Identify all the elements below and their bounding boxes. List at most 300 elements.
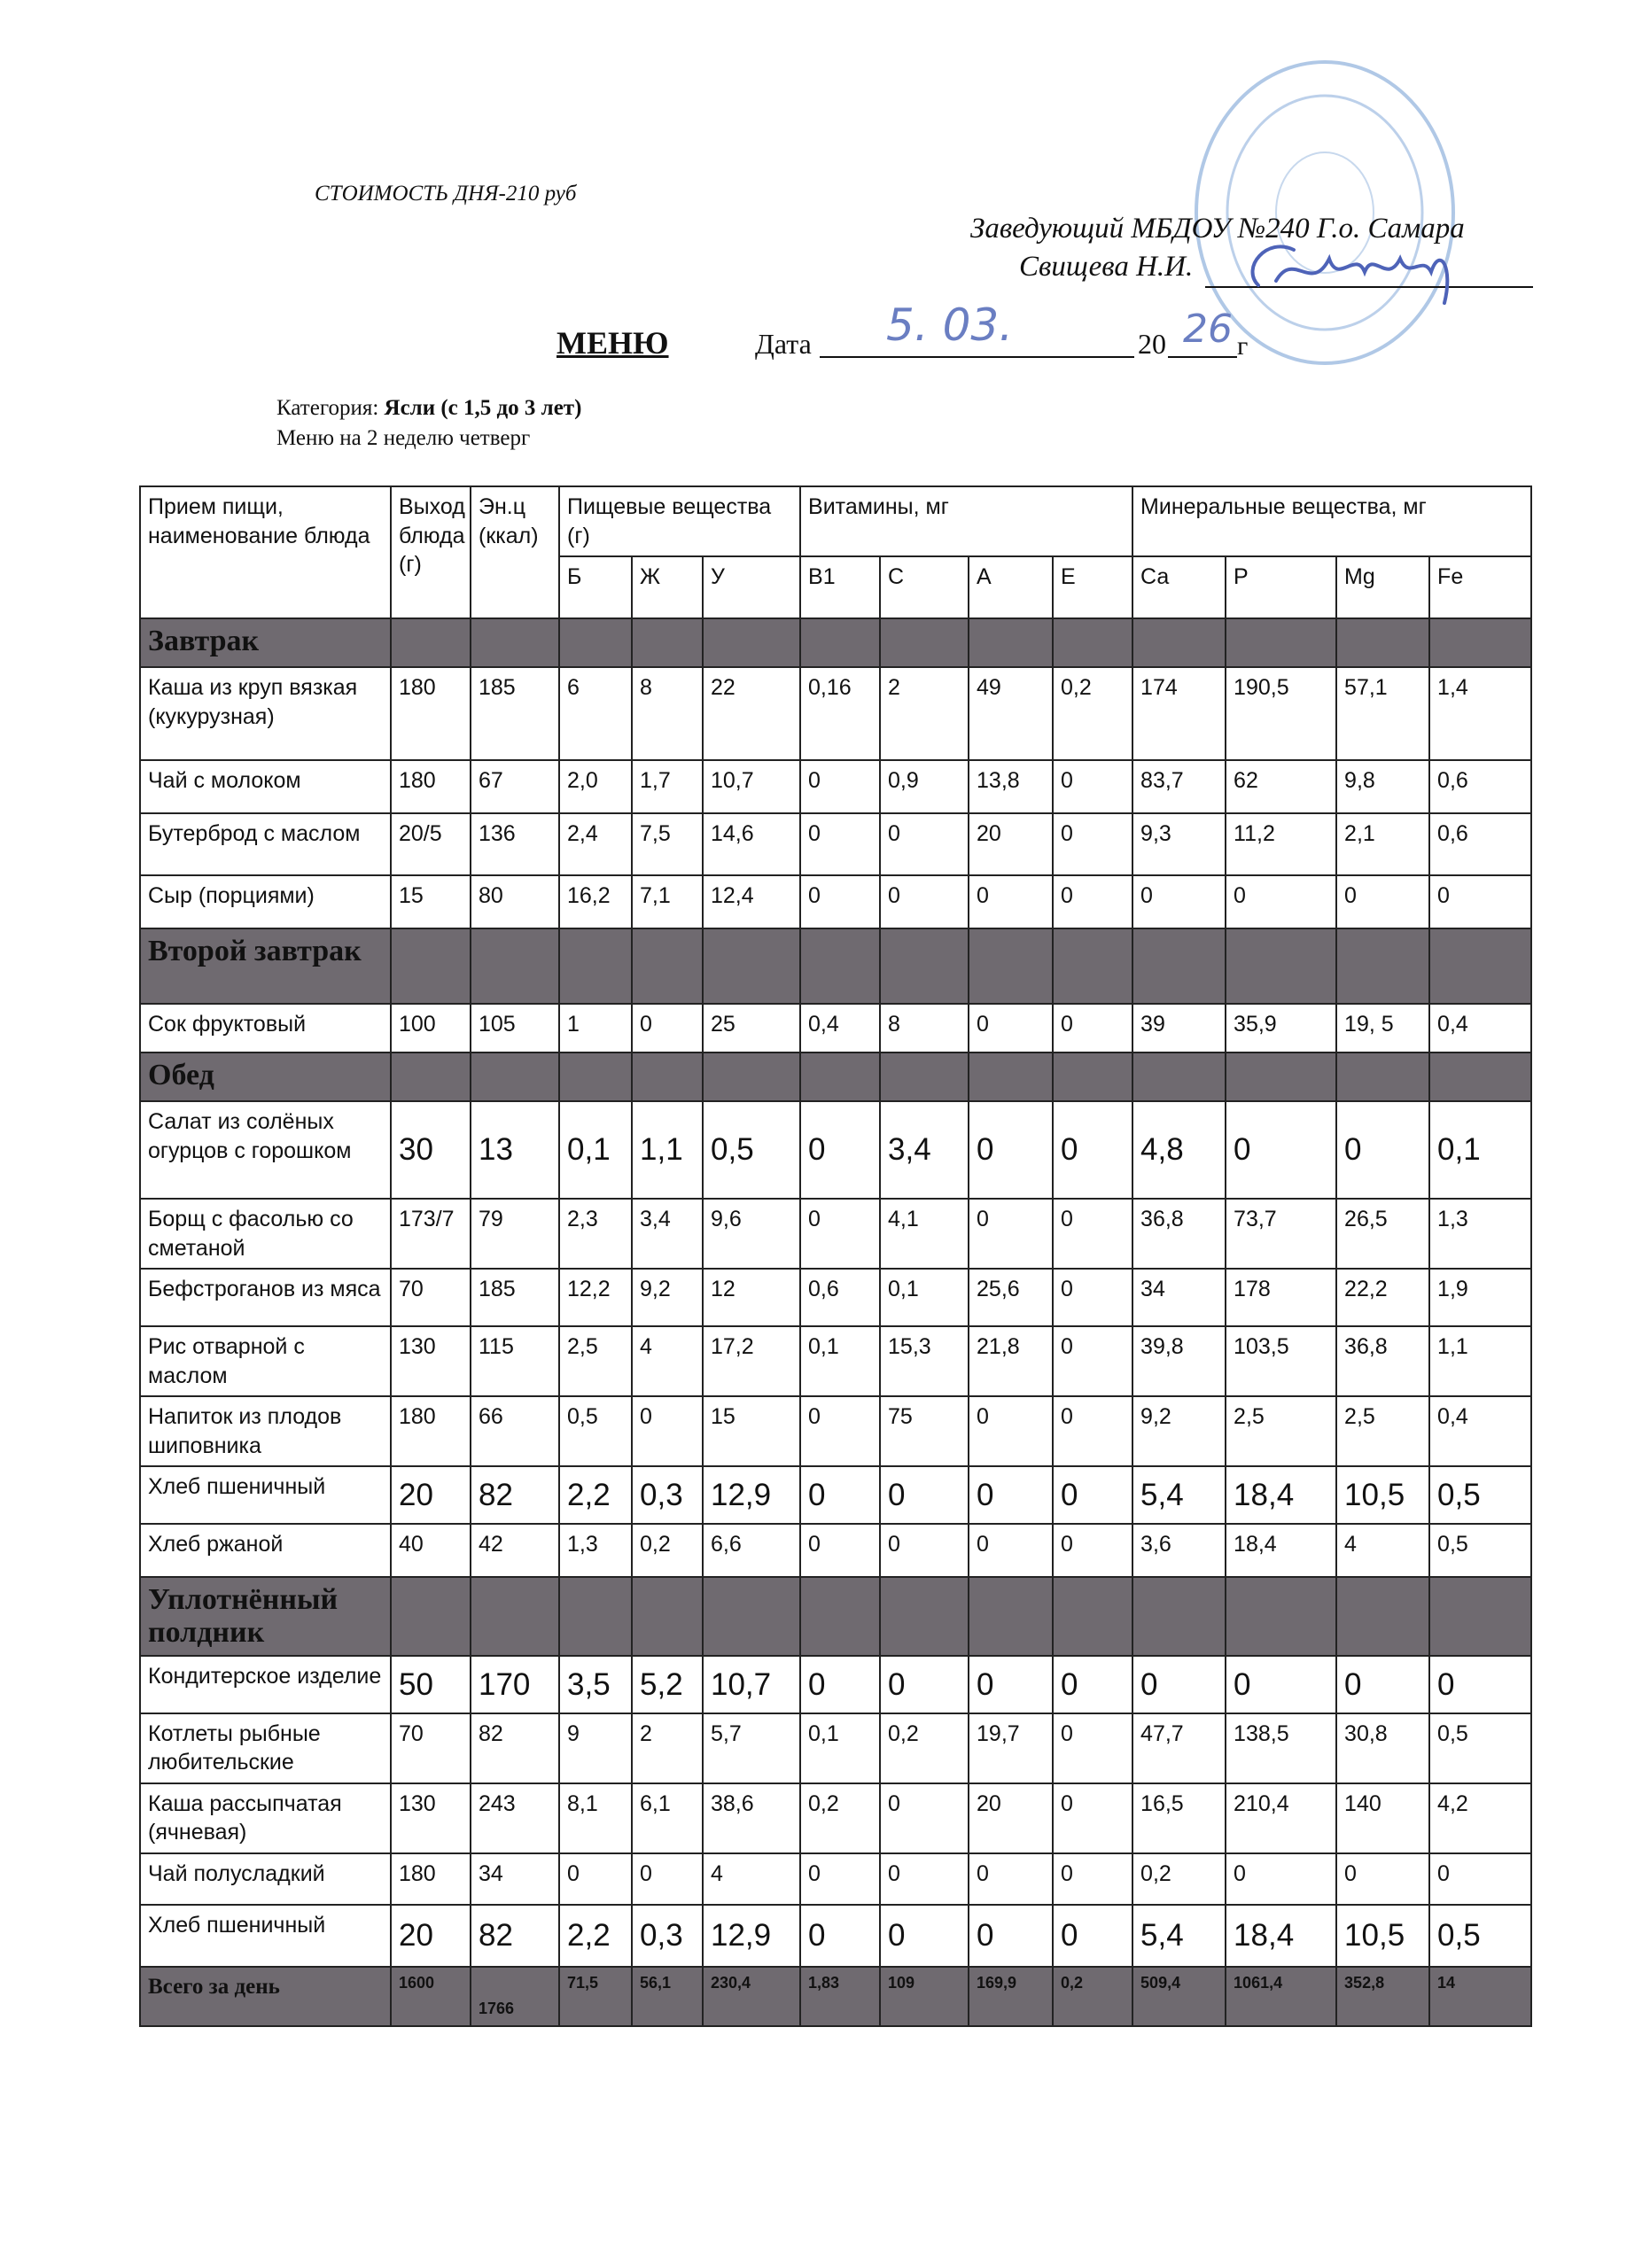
value-cell: 6 — [559, 667, 632, 760]
table-row — [140, 1905, 1531, 1967]
value-cell: 138,5 — [1226, 1713, 1336, 1783]
section-cell — [1132, 928, 1226, 1004]
table-row — [140, 760, 1531, 813]
dish-name: Кондитерское изделие — [140, 1656, 391, 1713]
value-cell: 0 — [1429, 1656, 1531, 1713]
value-cell: 0,5 — [559, 1396, 632, 1466]
section-cell — [880, 1052, 969, 1101]
value-cell: 0 — [880, 1466, 969, 1524]
value-cell: 0,6 — [1429, 760, 1531, 813]
value-cell: 0 — [1053, 1524, 1132, 1577]
value-cell: 6,1 — [632, 1783, 703, 1853]
total-value: 352,8 — [1336, 1967, 1429, 2026]
section-cell — [1132, 1052, 1226, 1101]
value-cell: 103,5 — [1226, 1326, 1336, 1396]
value-cell: 0,4 — [800, 1004, 880, 1052]
value-cell: 0,4 — [1429, 1396, 1531, 1466]
total-value: 230,4 — [703, 1967, 800, 2026]
value-cell: 5,2 — [632, 1656, 703, 1713]
value-cell: 62 — [1226, 760, 1336, 813]
value-cell: 25 — [703, 1004, 800, 1052]
value-cell: 10,7 — [703, 760, 800, 813]
section-cell — [632, 1052, 703, 1101]
section-cell — [1429, 1052, 1531, 1101]
value-cell: 0,6 — [800, 1269, 880, 1326]
year-suffix: г — [1237, 331, 1249, 361]
value-cell: 5,4 — [1132, 1466, 1226, 1524]
value-cell: 70 — [391, 1713, 471, 1783]
section-cell — [559, 1577, 632, 1656]
subheader-cell: С — [880, 556, 969, 618]
section-cell — [969, 1577, 1053, 1656]
dish-name: Борщ с фасолью со сметаной — [140, 1199, 391, 1269]
value-cell: 0 — [1053, 1905, 1132, 1967]
value-cell: 0 — [1053, 1199, 1132, 1269]
dish-name: Хлеб пшеничный — [140, 1466, 391, 1524]
value-cell: 0 — [800, 1199, 880, 1269]
value-cell: 0 — [880, 1783, 969, 1853]
value-cell: 7,1 — [632, 875, 703, 928]
value-cell: 0 — [1336, 1853, 1429, 1905]
value-cell: 0 — [800, 1524, 880, 1577]
dish-name: Котлеты рыбные любительские — [140, 1713, 391, 1783]
section-cell — [1226, 928, 1336, 1004]
table-row — [140, 1853, 1531, 1905]
value-cell: 82 — [471, 1466, 559, 1524]
section-title: Уплотнённый полдник — [140, 1577, 391, 1656]
section-cell — [703, 1052, 800, 1101]
section-cell — [1336, 928, 1429, 1004]
value-cell: 174 — [1132, 667, 1226, 760]
value-cell: 15 — [703, 1396, 800, 1466]
section-cell — [969, 618, 1053, 667]
value-cell: 8 — [880, 1004, 969, 1052]
value-cell: 2,5 — [1226, 1396, 1336, 1466]
subheader-cell: В1 — [800, 556, 880, 618]
value-cell: 3,5 — [559, 1656, 632, 1713]
value-cell: 10,5 — [1336, 1466, 1429, 1524]
table-row — [140, 813, 1531, 875]
value-cell: 47,7 — [1132, 1713, 1226, 1783]
value-cell: 21,8 — [969, 1326, 1053, 1396]
table-row — [140, 1004, 1531, 1052]
value-cell: 6,6 — [703, 1524, 800, 1577]
section-cell — [703, 928, 800, 1004]
subheader-cell: Ж — [632, 556, 703, 618]
value-cell: 50 — [391, 1656, 471, 1713]
value-cell: 80 — [471, 875, 559, 928]
date-label: Дата — [755, 328, 812, 360]
value-cell: 0 — [800, 875, 880, 928]
value-cell: 10,7 — [703, 1656, 800, 1713]
col-vitamins: Витамины, мг — [800, 486, 1132, 556]
value-cell: 4 — [1336, 1524, 1429, 1577]
value-cell: 11,2 — [1226, 813, 1336, 875]
week-label: Меню на 2 неделю четверг — [276, 426, 531, 450]
value-cell: 0 — [969, 1101, 1053, 1199]
value-cell: 0 — [1429, 1853, 1531, 1905]
table-row — [140, 1713, 1531, 1783]
value-cell: 0,2 — [880, 1713, 969, 1783]
value-cell: 180 — [391, 760, 471, 813]
value-cell: 0 — [800, 1853, 880, 1905]
value-cell: 243 — [471, 1783, 559, 1853]
value-cell: 15 — [391, 875, 471, 928]
date-line — [820, 356, 1134, 358]
value-cell: 1,3 — [1429, 1199, 1531, 1269]
value-cell: 67 — [471, 760, 559, 813]
value-cell: 0 — [1132, 1656, 1226, 1713]
section-cell — [1132, 1577, 1226, 1656]
value-cell: 9,6 — [703, 1199, 800, 1269]
section-cell — [632, 928, 703, 1004]
value-cell: 19,7 — [969, 1713, 1053, 1783]
total-value: 71,5 — [559, 1967, 632, 2026]
value-cell: 9,3 — [1132, 813, 1226, 875]
value-cell: 0 — [880, 1905, 969, 1967]
value-cell: 0 — [800, 1396, 880, 1466]
section-cell — [471, 928, 559, 1004]
value-cell: 3,6 — [1132, 1524, 1226, 1577]
dish-name: Рис отварной с маслом — [140, 1326, 391, 1396]
table-row — [140, 1199, 1531, 1269]
value-cell: 82 — [471, 1713, 559, 1783]
value-cell: 0 — [800, 1466, 880, 1524]
section-cell — [1132, 618, 1226, 667]
value-cell: 210,4 — [1226, 1783, 1336, 1853]
value-cell: 0 — [1132, 875, 1226, 928]
value-cell: 0 — [1053, 1853, 1132, 1905]
value-cell: 0,1 — [800, 1713, 880, 1783]
value-cell: 0,1 — [800, 1326, 880, 1396]
dish-name: Бутерброд с маслом — [140, 813, 391, 875]
day-cost: СТОИМОСТЬ ДНЯ-210 руб — [315, 182, 577, 206]
total-value: 56,1 — [632, 1967, 703, 2026]
subheader-cell: Б — [559, 556, 632, 618]
value-cell: 0,5 — [1429, 1524, 1531, 1577]
section-cell — [800, 618, 880, 667]
value-cell: 83,7 — [1132, 760, 1226, 813]
value-cell: 20/5 — [391, 813, 471, 875]
subheader-cell: Mg — [1336, 556, 1429, 618]
value-cell: 18,4 — [1226, 1466, 1336, 1524]
section-cell — [969, 1052, 1053, 1101]
value-cell: 0 — [1053, 875, 1132, 928]
value-cell: 13 — [471, 1101, 559, 1199]
value-cell: 0,2 — [800, 1783, 880, 1853]
value-cell: 0 — [632, 1396, 703, 1466]
value-cell: 12,4 — [703, 875, 800, 928]
value-cell: 3,4 — [880, 1101, 969, 1199]
total-value: 1766 — [471, 1967, 559, 2026]
date-handwritten: 5. 03. — [886, 299, 1014, 351]
handwritten-signature-icon — [1232, 232, 1462, 312]
value-cell: 0,1 — [1429, 1101, 1531, 1199]
value-cell: 0 — [1226, 1656, 1336, 1713]
value-cell: 170 — [471, 1656, 559, 1713]
value-cell: 0 — [1226, 875, 1336, 928]
section-cell — [391, 618, 471, 667]
year-handwritten: 26 — [1183, 307, 1233, 352]
section-cell — [559, 928, 632, 1004]
value-cell: 40 — [391, 1524, 471, 1577]
value-cell: 19, 5 — [1336, 1004, 1429, 1052]
value-cell: 0 — [880, 1656, 969, 1713]
section-title: Обед — [140, 1052, 391, 1101]
value-cell: 26,5 — [1336, 1199, 1429, 1269]
value-cell: 185 — [471, 667, 559, 760]
menu-title: МЕНЮ — [556, 325, 669, 361]
dish-name: Чай с молоком — [140, 760, 391, 813]
value-cell: 0 — [800, 1656, 880, 1713]
col-nutrients: Пищевые вещества (г) — [559, 486, 800, 556]
value-cell: 20 — [969, 1783, 1053, 1853]
value-cell: 0 — [559, 1853, 632, 1905]
value-cell: 30 — [391, 1101, 471, 1199]
section-row-breakfast — [140, 618, 1531, 667]
value-cell: 22 — [703, 667, 800, 760]
value-cell: 34 — [471, 1853, 559, 1905]
value-cell: 0,3 — [632, 1905, 703, 1967]
value-cell: 2,3 — [559, 1199, 632, 1269]
section-cell — [1336, 618, 1429, 667]
value-cell: 1,4 — [1429, 667, 1531, 760]
value-cell: 0,1 — [559, 1101, 632, 1199]
value-cell: 39,8 — [1132, 1326, 1226, 1396]
dish-name: Сок фруктовый — [140, 1004, 391, 1052]
value-cell: 100 — [391, 1004, 471, 1052]
table-row — [140, 1101, 1531, 1199]
col-minerals: Минеральные вещества, мг — [1132, 486, 1531, 556]
section-cell — [880, 618, 969, 667]
subheader-cell: Fe — [1429, 556, 1531, 618]
value-cell: 4,2 — [1429, 1783, 1531, 1853]
value-cell: 1,7 — [632, 760, 703, 813]
section-row-lunch — [140, 1052, 1531, 1101]
section-title: Завтрак — [140, 618, 391, 667]
value-cell: 70 — [391, 1269, 471, 1326]
value-cell: 13,8 — [969, 760, 1053, 813]
value-cell: 79 — [471, 1199, 559, 1269]
value-cell: 0 — [1429, 875, 1531, 928]
table-row — [140, 1269, 1531, 1326]
value-cell: 12,9 — [703, 1466, 800, 1524]
total-value: 14 — [1429, 1967, 1531, 2026]
value-cell: 0,16 — [800, 667, 880, 760]
value-cell: 180 — [391, 1396, 471, 1466]
value-cell: 82 — [471, 1905, 559, 1967]
value-cell: 12,2 — [559, 1269, 632, 1326]
category-line — [276, 396, 581, 421]
total-value: 169,9 — [969, 1967, 1053, 2026]
value-cell: 0 — [880, 875, 969, 928]
total-row — [140, 1967, 1531, 2026]
value-cell: 0 — [1053, 1326, 1132, 1396]
value-cell: 5,4 — [1132, 1905, 1226, 1967]
value-cell: 14,6 — [703, 813, 800, 875]
section-cell — [559, 1052, 632, 1101]
section-cell — [800, 928, 880, 1004]
value-cell: 35,9 — [1226, 1004, 1336, 1052]
value-cell: 20 — [391, 1466, 471, 1524]
value-cell: 20 — [969, 813, 1053, 875]
table-row — [140, 1466, 1531, 1524]
value-cell: 130 — [391, 1783, 471, 1853]
value-cell: 180 — [391, 667, 471, 760]
value-cell: 180 — [391, 1853, 471, 1905]
value-cell: 57,1 — [1336, 667, 1429, 760]
value-cell: 0 — [969, 1524, 1053, 1577]
value-cell: 10,5 — [1336, 1905, 1429, 1967]
value-cell: 2,4 — [559, 813, 632, 875]
dish-name: Чай полусладкий — [140, 1853, 391, 1905]
value-cell: 0 — [800, 1101, 880, 1199]
section-cell — [1429, 618, 1531, 667]
value-cell: 4 — [632, 1326, 703, 1396]
value-cell: 75 — [880, 1396, 969, 1466]
value-cell: 0 — [880, 1524, 969, 1577]
value-cell: 36,8 — [1336, 1326, 1429, 1396]
value-cell: 66 — [471, 1396, 559, 1466]
dish-name: Каша из круп вязкая (кукурузная) — [140, 667, 391, 760]
value-cell: 0,9 — [880, 760, 969, 813]
value-cell: 0,2 — [1132, 1853, 1226, 1905]
value-cell: 0 — [1053, 1269, 1132, 1326]
table-row — [140, 1326, 1531, 1396]
value-cell: 178 — [1226, 1269, 1336, 1326]
value-cell: 49 — [969, 667, 1053, 760]
section-cell — [880, 928, 969, 1004]
total-value: 109 — [880, 1967, 969, 2026]
section-cell — [471, 618, 559, 667]
value-cell: 0 — [1053, 1656, 1132, 1713]
col-yield: Выход блюда (г) — [391, 486, 471, 618]
value-cell: 0,4 — [1429, 1004, 1531, 1052]
value-cell: 16,5 — [1132, 1783, 1226, 1853]
value-cell: 136 — [471, 813, 559, 875]
year-line — [1168, 356, 1237, 358]
value-cell: 0 — [1053, 760, 1132, 813]
value-cell: 2,5 — [559, 1326, 632, 1396]
value-cell: 185 — [471, 1269, 559, 1326]
value-cell: 0 — [880, 813, 969, 875]
value-cell: 105 — [471, 1004, 559, 1052]
value-cell: 4,8 — [1132, 1101, 1226, 1199]
value-cell: 130 — [391, 1326, 471, 1396]
value-cell: 2,1 — [1336, 813, 1429, 875]
section-cell — [471, 1577, 559, 1656]
value-cell: 0,2 — [1053, 667, 1132, 760]
value-cell: 2,2 — [559, 1466, 632, 1524]
value-cell: 0 — [1053, 1101, 1132, 1199]
total-label: Всего за день — [140, 1967, 391, 2026]
value-cell: 0,5 — [703, 1101, 800, 1199]
value-cell: 140 — [1336, 1783, 1429, 1853]
value-cell: 38,6 — [703, 1783, 800, 1853]
value-cell: 0,1 — [880, 1269, 969, 1326]
section-cell — [1226, 1577, 1336, 1656]
section-cell — [559, 618, 632, 667]
section-cell — [1053, 1577, 1132, 1656]
value-cell: 1,3 — [559, 1524, 632, 1577]
section-cell — [1053, 1052, 1132, 1101]
value-cell: 16,2 — [559, 875, 632, 928]
year-prefix: 20 — [1138, 328, 1166, 360]
director-title: Заведующий МБДОУ №240 Г.о. Самара — [970, 213, 1465, 245]
section-cell — [969, 928, 1053, 1004]
col-energy: Эн.ц (ккал) — [471, 486, 559, 618]
section-cell — [471, 1052, 559, 1101]
value-cell: 8,1 — [559, 1783, 632, 1853]
total-value: 509,4 — [1132, 1967, 1226, 2026]
value-cell: 1,1 — [1429, 1326, 1531, 1396]
value-cell: 3,4 — [632, 1199, 703, 1269]
value-cell: 22,2 — [1336, 1269, 1429, 1326]
subheader-cell: У — [703, 556, 800, 618]
value-cell: 7,5 — [632, 813, 703, 875]
value-cell: 9 — [559, 1713, 632, 1783]
dish-name: Хлеб пшеничный — [140, 1905, 391, 1967]
subheader-cell: А — [969, 556, 1053, 618]
menu-table — [139, 485, 1532, 2027]
value-cell: 0 — [1226, 1853, 1336, 1905]
value-cell: 0 — [969, 875, 1053, 928]
value-cell: 173/7 — [391, 1199, 471, 1269]
value-cell: 0 — [632, 1853, 703, 1905]
value-cell: 0 — [1053, 813, 1132, 875]
table-row — [140, 875, 1531, 928]
dish-name: Напиток из плодов шиповника — [140, 1396, 391, 1466]
value-cell: 34 — [1132, 1269, 1226, 1326]
value-cell: 2,5 — [1336, 1396, 1429, 1466]
value-cell: 9,8 — [1336, 760, 1429, 813]
value-cell: 8 — [632, 667, 703, 760]
value-cell: 0 — [1336, 1101, 1429, 1199]
section-cell — [1053, 618, 1132, 667]
value-cell: 0 — [1053, 1396, 1132, 1466]
dish-name: Хлеб ржаной — [140, 1524, 391, 1577]
section-cell — [391, 928, 471, 1004]
value-cell: 2,0 — [559, 760, 632, 813]
value-cell: 0 — [632, 1004, 703, 1052]
value-cell: 2,2 — [559, 1905, 632, 1967]
value-cell: 0 — [1336, 875, 1429, 928]
section-cell — [1336, 1052, 1429, 1101]
section-cell — [1429, 928, 1531, 1004]
total-value: 1061,4 — [1226, 1967, 1336, 2026]
value-cell: 18,4 — [1226, 1524, 1336, 1577]
table-row — [140, 1656, 1531, 1713]
value-cell: 0,3 — [632, 1466, 703, 1524]
value-cell: 0 — [880, 1853, 969, 1905]
value-cell: 0 — [1053, 1783, 1132, 1853]
section-cell — [632, 1577, 703, 1656]
value-cell: 15,3 — [880, 1326, 969, 1396]
value-cell: 0 — [1336, 1656, 1429, 1713]
value-cell: 18,4 — [1226, 1905, 1336, 1967]
value-cell: 0,6 — [1429, 813, 1531, 875]
value-cell: 4 — [703, 1853, 800, 1905]
value-cell: 0,5 — [1429, 1466, 1531, 1524]
table-row — [140, 1396, 1531, 1466]
section-cell — [391, 1577, 471, 1656]
value-cell: 2 — [632, 1713, 703, 1783]
section-cell — [800, 1052, 880, 1101]
value-cell: 17,2 — [703, 1326, 800, 1396]
value-cell: 5,7 — [703, 1713, 800, 1783]
value-cell: 12 — [703, 1269, 800, 1326]
value-cell: 0 — [969, 1004, 1053, 1052]
